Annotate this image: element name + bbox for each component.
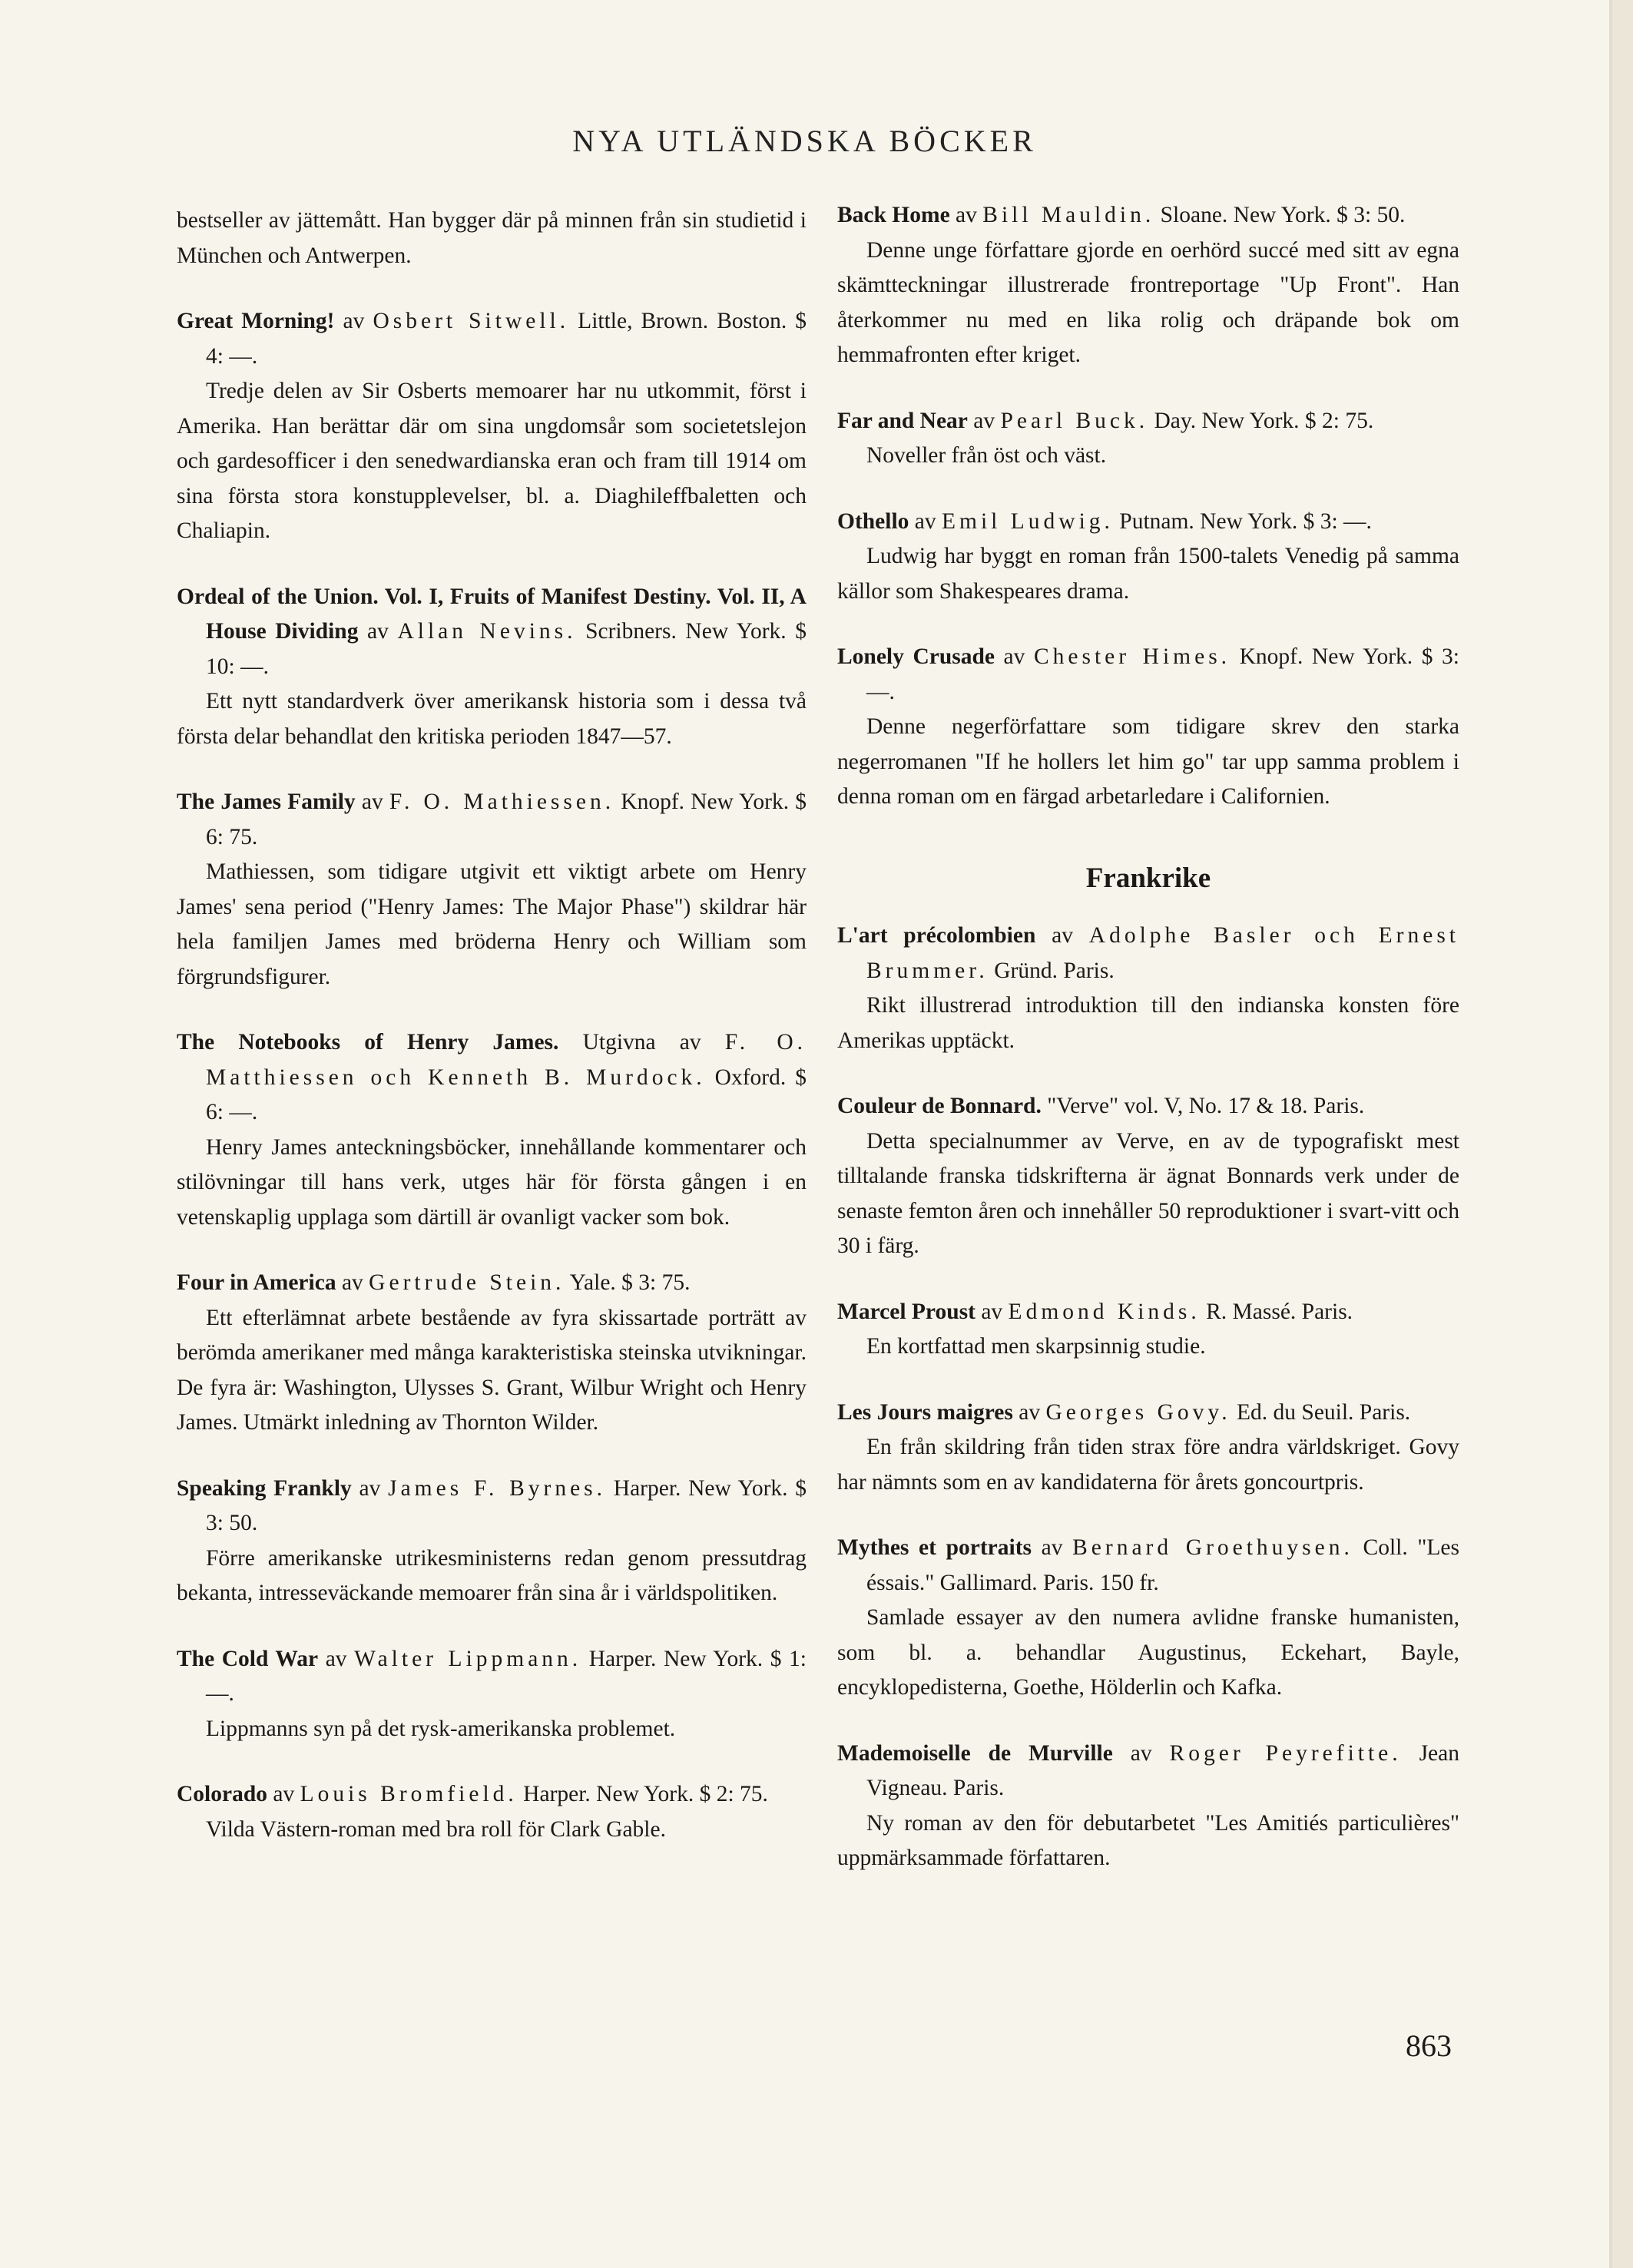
- book-title: Ordeal of the Union. Vol. I, Fruits of Manifest Destiny. Vol. II, A House Dividing: [177, 584, 807, 644]
- publisher-info: Knopf. New York. $ 3: —.: [866, 644, 1459, 704]
- by-text: av: [967, 408, 1001, 433]
- page-edge: [1612, 0, 1633, 2268]
- book-title: Back Home: [837, 203, 950, 227]
- book-entry: [837, 198, 1459, 373]
- book-title: L'art précolombien: [837, 923, 1036, 948]
- book-entry: [837, 1531, 1459, 1706]
- book-author: James F. Byrnes.: [388, 1475, 607, 1501]
- entry-heading: [177, 1025, 807, 1131]
- book-title: The Cold War: [177, 1646, 319, 1671]
- book-title: Colorado: [177, 1782, 267, 1806]
- publisher-info: Scribners. New York. $ 10: —.: [206, 619, 807, 679]
- book-description: Vilda Västern-roman med bra roll för Clark Gable.: [206, 1816, 666, 1842]
- entry-heading: [177, 785, 807, 855]
- book-author: Allan Nevins.: [397, 619, 577, 644]
- book-description: Ny roman av den för debutarbetet "Les Amitiés particulières" uppmärksammade författaren.: [837, 1810, 1459, 1870]
- by-text: av: [949, 203, 983, 227]
- publisher-info: R. Massé. Paris.: [1200, 1299, 1353, 1324]
- book-author: F. O. Matthiessen och Kenneth B. Murdock.: [206, 1030, 807, 1090]
- by-text: av: [351, 1475, 389, 1501]
- publisher-info: Oxford. $ 6: —.: [206, 1064, 807, 1124]
- by-text: av: [909, 508, 942, 534]
- by-text: av: [358, 619, 398, 644]
- publisher-info: Day. New York. $ 2: 75.: [1148, 408, 1374, 433]
- by-text: av: [336, 1270, 369, 1295]
- page-number: 863: [1406, 2028, 1452, 2063]
- book-entry: [837, 1089, 1459, 1264]
- running-head: NYA UTLÄNDSKA BÖCKER: [572, 124, 1037, 158]
- book-description: Förre amerikanske utrikesministerns redan genom pressutdrag bekanta, intresseväckande memoarer från sina år i världspolitiken.: [177, 1545, 807, 1605]
- book-title: Speaking Frankly: [177, 1475, 352, 1501]
- publisher-info: "Verve" vol. V, No. 17 & 18. Paris.: [1041, 1094, 1365, 1118]
- entry-heading: [177, 1266, 807, 1301]
- publisher-info: Jean Vigneau. Paris.: [866, 1740, 1459, 1800]
- by-text: av: [334, 309, 373, 333]
- book-title: Four in America: [177, 1270, 336, 1295]
- book-entry: [837, 919, 1459, 1058]
- book-title: Marcel Proust: [837, 1299, 975, 1324]
- book-entry: [837, 1396, 1459, 1501]
- by-text: av: [1012, 1399, 1046, 1425]
- publisher-info: Sloane. New York. $ 3: 50.: [1154, 203, 1406, 227]
- book-description: Tredje delen av Sir Osberts memoarer har nu utkommit, först i Amerika. Han berättar där om sina ungdomsår som societetslejon och gardesofficer i den senedwardianska eran och fram till 1914 om sina första stora konstupplevelser, bl. a. Diaghileffbaletten och Chaliapin.: [177, 379, 807, 543]
- book-description: Henry James anteckningsböcker, innehållande kommentarer och stilövningar till hans verk, utges här för första gången i en vetenskaplig upplaga som därtill är ovanligt vacker som bok.: [177, 1134, 807, 1230]
- entry-heading: [837, 1089, 1459, 1124]
- entry-heading: [837, 1295, 1459, 1330]
- book-entry: [177, 304, 807, 549]
- entry-heading: [837, 919, 1459, 988]
- book-author: Pearl Buck.: [1000, 408, 1149, 433]
- entry-heading: [177, 1642, 807, 1712]
- book-author: Roger Peyrefitte.: [1169, 1740, 1402, 1766]
- book-title: Lonely Crusade: [837, 644, 995, 669]
- publisher-info: Harper. New York. $ 3: 50.: [206, 1475, 807, 1535]
- book-author: F. O. Mathiessen.: [389, 790, 615, 814]
- book-entry: [177, 1025, 807, 1235]
- by-text: Utgivna av: [558, 1030, 725, 1055]
- book-description: Denne negerförfattare som tidigare skrev den starka negerromanen "If he hollers let him go" tar upp samma problem i denna roman om en färgad arbetarledare i Californien.: [837, 714, 1459, 809]
- book-title: The Notebooks of Henry James.: [177, 1030, 559, 1055]
- book-description: Denne unge författare gjorde en oerhörd succé med sitt av egna skämtteckningar illustrerade frontreportage "Up Front". Han återkommer nu med en lika rolig och dräpande bok om hemmafronten efter kriget.: [837, 237, 1459, 367]
- book-title: Mademoiselle de Murville: [837, 1740, 1113, 1766]
- book-author: Walter Lippmann.: [354, 1646, 582, 1671]
- book-title: Les Jours maigres: [837, 1399, 1013, 1425]
- book-description: En från skildring från tiden strax före andra världskriget. Govy har nämnts som en av kandidaterna för årets goncourtpris.: [837, 1435, 1459, 1495]
- book-title: The James Family: [177, 790, 356, 814]
- entry-heading: [837, 1531, 1459, 1601]
- book-description: Rikt illustrerad introduktion till den indianska konsten före Amerikas upptäckt.: [837, 993, 1459, 1053]
- book-title: Mythes et portraits: [837, 1535, 1032, 1560]
- book-author: Georges Govy.: [1045, 1399, 1231, 1425]
- book-author: Louis Bromfield.: [300, 1782, 518, 1806]
- book-author: Adolphe Basler och Ernest Brummer.: [866, 923, 1459, 983]
- book-entry: [177, 1266, 807, 1441]
- book-entry: [837, 1737, 1459, 1876]
- entry-heading: [177, 1777, 807, 1813]
- by-text: av: [1112, 1740, 1170, 1766]
- publisher-info: Coll. "Les éssais." Gallimard. Paris. 150 fr.: [866, 1535, 1459, 1595]
- right-column: [837, 198, 1459, 1907]
- publisher-info: Harper. New York. $ 1: —.: [206, 1646, 807, 1706]
- entry-heading: [837, 1396, 1459, 1431]
- book-author: Emil Ludwig.: [942, 508, 1114, 534]
- continuation-text: bestseller av jättemått. Han bygger där på minnen från sin studietid i München och Antwerpen.: [177, 208, 807, 268]
- publisher-info: Harper. New York. $ 2: 75.: [517, 1782, 768, 1806]
- book-description: Ett efterlämnat arbete bestående av fyra skissartade porträtt av berömda amerikaner med många karakteristiska steinska utvikningar. De fyra är: Washington, Ulysses S. Grant, Wilbur Wright och Henry James. Utmärkt inledning av Thornton Wilder.: [177, 1305, 807, 1435]
- entry-heading: [837, 404, 1459, 439]
- book-author: Gertrude Stein.: [369, 1270, 565, 1295]
- book-entry: [837, 1295, 1459, 1365]
- entry-heading: [837, 640, 1459, 710]
- publisher-info: Yale. $ 3: 75.: [565, 1270, 691, 1295]
- book-entry: [837, 640, 1459, 815]
- book-author: Bernard Groethuysen.: [1072, 1535, 1353, 1560]
- section-heading-frankrike: Frankrike: [1085, 862, 1211, 894]
- book-entry: [177, 1642, 807, 1747]
- by-text: av: [318, 1646, 355, 1671]
- by-text: av: [1032, 1535, 1073, 1560]
- book-author: Chester Himes.: [1033, 644, 1231, 669]
- book-description: Ett nytt standardverk över amerikansk historia som i dessa två första delar behandlat den kritiska perioden 1847—57.: [177, 689, 807, 749]
- by-text: av: [994, 644, 1034, 669]
- book-author: Bill Mauldin.: [982, 203, 1155, 227]
- entry-heading: [177, 304, 807, 374]
- book-description: Noveller från öst och väst.: [866, 443, 1107, 468]
- publisher-info: Putnam. New York. $ 3: —.: [1113, 508, 1372, 534]
- by-text: av: [1035, 923, 1089, 948]
- book-title: Great Morning!: [177, 309, 335, 333]
- book-description: Ludwig har byggt en roman från 1500-talets Venedig på samma källor som Shakespeares drama.: [837, 544, 1459, 604]
- by-text: av: [267, 1782, 300, 1806]
- book-author: Edmond Kinds.: [1008, 1299, 1201, 1324]
- publisher-info: Knopf. New York. $ 6: 75.: [206, 790, 807, 849]
- publisher-info: Ed. du Seuil. Paris.: [1231, 1399, 1411, 1425]
- entry-heading: [177, 580, 807, 685]
- book-author: Osbert Sitwell.: [373, 309, 570, 333]
- book-entry: [177, 1777, 807, 1847]
- book-description: Detta specialnummer av Verve, en av de typografiskt mest tilltalande franska tidskrifterna är ägnat Bonnards verk under de senaste femton åren och innehåller 50 reproduktioner i svart-vitt och 30 i färg.: [837, 1128, 1459, 1258]
- entry-heading: [837, 1737, 1459, 1806]
- book-title: Far and Near: [837, 408, 968, 433]
- book-entry: [837, 404, 1459, 474]
- book-entry: [177, 1472, 807, 1611]
- book-title: Othello: [837, 508, 909, 534]
- entry-heading: [177, 1472, 807, 1541]
- left-column: [177, 204, 807, 1878]
- book-entry: [837, 505, 1459, 610]
- book-title: Couleur de Bonnard.: [837, 1094, 1042, 1118]
- book-description: Lippmanns syn på det rysk-amerikanska problemet.: [206, 1716, 676, 1741]
- entry-heading: [837, 198, 1459, 233]
- publisher-info: Little, Brown. Boston. $ 4: —.: [206, 309, 807, 369]
- entry-heading: [837, 505, 1459, 540]
- by-text: av: [975, 1299, 1009, 1324]
- publisher-info: Gründ. Paris.: [988, 958, 1115, 983]
- book-description: En kortfattad men skarpsinnig studie.: [866, 1334, 1206, 1359]
- by-text: av: [355, 790, 389, 814]
- book-description: Samlade essayer av den numera avlidne franske humanisten, som bl. a. behandlar Augustinus, Eckehart, Bayle, encyklopedisterna, Goethe, Hölderlin och Kafka.: [837, 1605, 1459, 1700]
- book-entry: [177, 785, 807, 995]
- book-entry: [177, 580, 807, 755]
- book-description: Mathiessen, som tidigare utgivit ett viktigt arbete om Henry James' sena period ("Henry James: The Major Phase") skildrar här hela familjen James med bröderna Henry och William som förgrundsfigurer.: [177, 859, 807, 989]
